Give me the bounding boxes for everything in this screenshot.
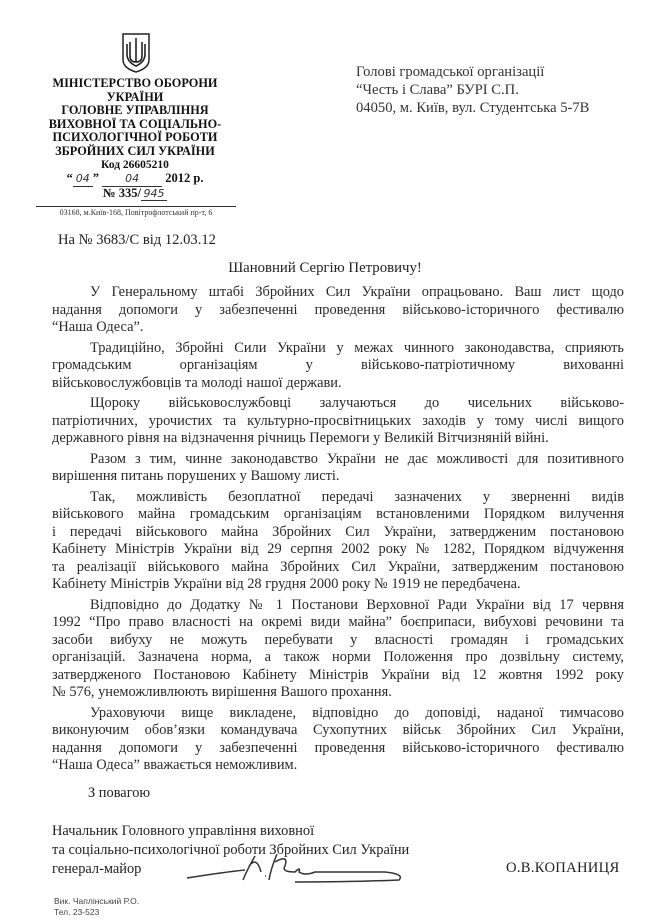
sender-address: 03168, м.Київ-168, Повітрофлотський пр-т, 6 — [36, 206, 236, 218]
paragraph-line: Відповідно до Додатку № 1 Постанови Верховної Ради України від 17 червня — [90, 596, 624, 613]
body-paragraph — [52, 340, 624, 393]
signer-rank: генерал-майор — [52, 861, 142, 877]
closing: З повагою — [88, 785, 151, 801]
handwritten-signature — [185, 850, 415, 891]
paragraph-line: Кабінету Міністрів України від 28 грудня 2000 року № 1919 не передбачена. — [52, 576, 521, 592]
body-paragraph — [52, 284, 624, 337]
body-paragraph — [52, 395, 624, 448]
date-day: 04 — [73, 172, 93, 187]
paragraph-line: організацій. Зазначена норма, а також норми Положення про дозвільну систему, — [52, 649, 624, 665]
letterhead-line: ПСИХОЛОГІЧНОЇ РОБОТИ — [52, 130, 218, 145]
paragraph-line: 1992 “Про право власності на окремі види майна” боєприпаси, вибухові речовини та — [52, 614, 624, 630]
paragraph-line: Кабінету Міністрів України від 29 серпня 2002 року № 1282, Порядком відчуження — [52, 541, 624, 557]
date-month: 04 — [102, 172, 162, 187]
salutation: Шановний Сергію Петровичу! — [228, 260, 422, 276]
letterhead-line: ЗБРОЙНИХ СИЛ УКРАЇНИ — [55, 143, 215, 158]
signer-title-line: Начальник Головного управління виховної — [52, 823, 315, 839]
number-handwritten: 945 — [141, 187, 167, 202]
letterhead-line: МІНІСТЕРСТВО ОБОРОНИ — [52, 76, 218, 90]
paragraph-line: військовослужбовців та молоді нашої держави. — [52, 374, 342, 391]
paragraph-line: № 576, унеможливлюють вирішення Вашого прохання. — [52, 684, 392, 700]
signer-title-line: та соціально-психологічної роботи Збройних Сил України — [52, 842, 410, 858]
body-paragraph — [52, 451, 624, 486]
letter-date: “ 04 ” 04 2012 р. — [66, 171, 204, 186]
recipient-block — [356, 63, 589, 117]
org-code: Код 26605210 — [101, 158, 169, 171]
paragraph-line: засоби вибуху не можуть перебувати у власності громадян і громадських — [52, 631, 624, 648]
body-paragraph — [52, 597, 624, 702]
paragraph-line: затвердженого Постановою Кабінету Міністрів України від 12 жовтня 1992 року — [52, 666, 624, 683]
paragraph-line: Так, можливість безоплатної передачі зазначених у зверненні видів — [90, 488, 624, 505]
signer-name: О.В.КОПАНИЦЯ — [506, 860, 620, 876]
body-paragraph — [52, 705, 624, 775]
executor-name: Вик. Чаплінський Р.О. — [54, 896, 140, 906]
paragraph-line: і передачі військового майна Збройних Сил України, затвердженим постановою — [52, 523, 624, 540]
paragraph-line: Традиційно, Збройні Сили України у межах чинного законодавства, сприяють — [90, 339, 624, 356]
letterhead-line: ВИХОВНОЇ ТА СОЦІАЛЬНО- — [48, 116, 222, 131]
reference-number: На № 3683/С від 12.03.12 — [58, 232, 216, 248]
paragraph-line: Щороку військовослужбовці залучаються до чисельних військово- — [90, 395, 624, 411]
paragraph-line: виконуючим обов’язки командувача Сухопутних військ Збройних Сил України, — [52, 722, 624, 738]
paragraph-line: надання допомоги у забезпеченні проведення військово-історичного фестивалю — [52, 301, 624, 318]
recipient-line: “Честь і Слава” БУРІ С.П. — [356, 82, 519, 98]
coat-of-arms-icon — [121, 32, 151, 79]
paragraph-line: державного рівня на відзначення річниць Перемоги у Великій Вітчизняній війні. — [52, 430, 549, 446]
body-paragraph — [52, 489, 624, 594]
letterhead-line: ГОЛОВНЕ УПРАВЛІННЯ — [61, 103, 209, 118]
paragraph-line: та реалізації військового майна Збройних Сил України, затвердженим постановою — [52, 558, 624, 575]
paragraph-line: громадським організаціям у військово-патріотичному вихованні — [52, 357, 624, 373]
number-prefix: № 335/ — [103, 185, 141, 200]
paragraph-line: вирішення питань порушених у Вашому листі. — [52, 468, 340, 484]
paragraph-line: надання допомоги у забезпеченні проведення військово-історичного фестивалю — [52, 739, 624, 756]
paragraph-line: військового майна громадським організаціям встановленими Порядком вилучення — [52, 506, 624, 522]
recipient-line: 04050, м. Київ, вул. Студентська 5-7В — [356, 100, 590, 116]
letterhead-line: УКРАЇНИ — [106, 89, 164, 104]
executor-phone: Тел. 23-523 — [54, 907, 100, 917]
paragraph-line: Ураховуючи вище викладене, відповідно до доповіді, наданої тимчасово — [90, 704, 624, 721]
paragraph-line: “Наша Одеса”. — [52, 319, 144, 335]
recipient-line: Голові громадської організації — [356, 64, 545, 80]
date-year: 2012 р. — [165, 171, 204, 186]
executor-info — [54, 896, 139, 918]
paragraph-line: патріотичних, урочистих та культурно-просвітницьких заходів у тому числі вищого — [52, 412, 624, 429]
paragraph-line: Разом з тим, чинне законодавство України не дає можливості для позитивного — [90, 450, 624, 467]
sender-letterhead — [40, 77, 230, 201]
outgoing-number — [40, 187, 230, 202]
paragraph-line: У Генеральному штабі Збройних Сил України опрацьовано. Ваш лист щодо — [90, 284, 624, 300]
paragraph-line: “Наша Одеса” вважається неможливим. — [52, 757, 298, 773]
